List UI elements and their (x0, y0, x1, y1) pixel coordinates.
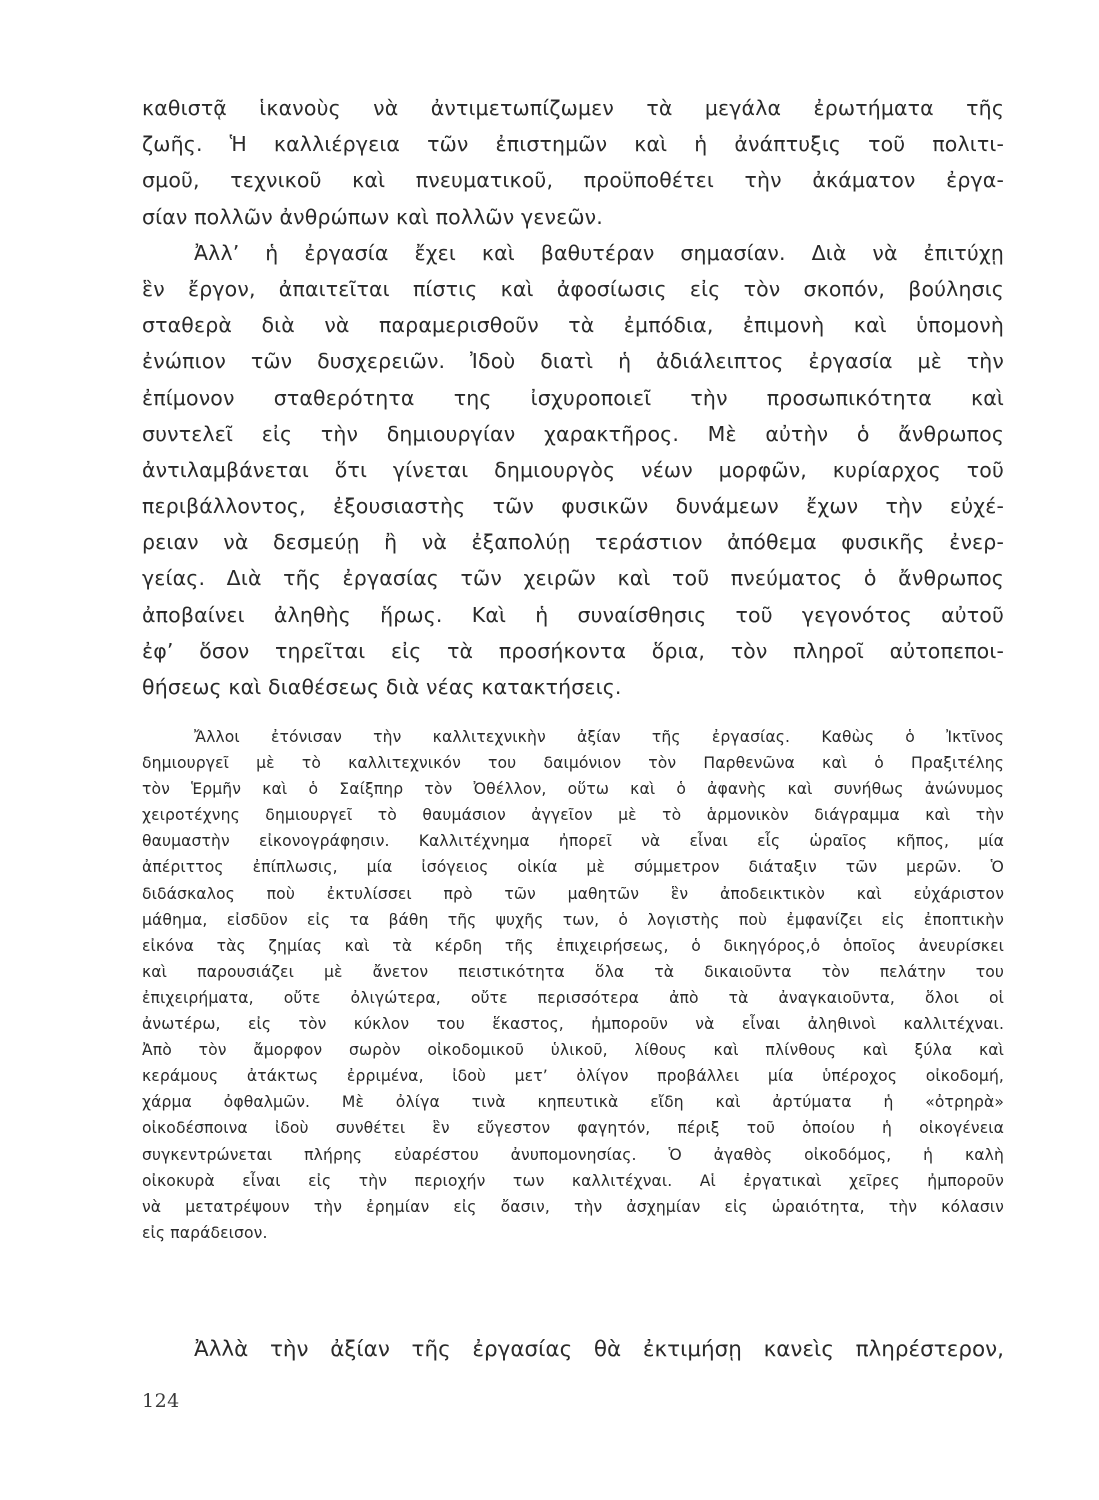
small-text-line: νὰ μετατρέψουν τὴν ἐρημίαν εἰς ὄασιν, τὴν ἀσχημίαν εἰς ὡραιότητα, τὴν κόλασιν (142, 1197, 1004, 1216)
main-text-line: ἐνώπιον τῶν δυσχερειῶν. Ἰδοὺ διατὶ ἡ ἀδιάλειπτος ἐργασία μὲ τὴν (142, 349, 1004, 374)
small-text-line: δημιουργεῖ μὲ τὸ καλλιτεχνικόν του δαιμόνιον τὸν Παρθενῶνα καὶ ὁ Πραξιτέλης (142, 754, 1004, 773)
main-text-line: ἀποβαίνει ἀληθὴς ἥρως. Καὶ ἡ συναίσθησις τοῦ γεγονότος αὐτοῦ (142, 602, 1004, 627)
small-text-line: ἀνωτέρω, εἰς τὸν κύκλον του ἕκαστος, ἠμποροῦν νὰ εἶναι ἀληθινοὶ καλλιτέχναι. (142, 1015, 1004, 1034)
small-text-line: χειροτέχνης δημιουργεῖ τὸ θαυμάσιον ἀγγεῖον μὲ τὸ ἁρμονικὸν διάγραμμα καὶ τὴν (142, 806, 1004, 825)
small-text-line: ἐπιχειρήματα, οὔτε ὀλιγώτερα, οὔτε περισσότερα ἀπὸ τὰ ἀναγκαιοῦντα, ὅλοι οἱ (142, 988, 1004, 1007)
main-text-block (142, 90, 1004, 705)
small-text-line: ἀπέριττος ἐπίπλωσις, μία ἰσόγειος οἰκία μὲ σύμμετρον διάταξιν τῶν μερῶν. Ὁ (142, 858, 1004, 877)
page-number: 124 (142, 1390, 180, 1412)
small-text-block (142, 724, 1004, 1246)
small-text-line: μάθημα, εἰσδῦον εἰς τα βάθη τῆς ψυχῆς των, ὁ λογιστὴς ποὺ ἐμφανίζει εἰς ἐποπτικὴν (142, 910, 1004, 929)
main-text-line: ἐπίμονον σταθερότητα της ἰσχυροποιεῖ τὴν προσωπικότητα καὶ (142, 385, 1004, 410)
small-text-line: τὸν Ἑρμῆν καὶ ὁ Σαίξπηρ τὸν Ὀθέλλον, οὕτω καὶ ὁ ἀφανὴς καὶ συνήθως ἀνώνυμος (142, 780, 1004, 799)
main-text-line: γείας. Διὰ τῆς ἐργασίας τῶν χειρῶν καὶ τοῦ πνεύματος ὁ ἄνθρωπος (142, 566, 1004, 591)
small-text-line: οἰκοδέσποινα ἰδοὺ συνθέτει ἓν εὔγεστον φαγητόν, πέριξ τοῦ ὁποίου ἡ οἰκογένεια (142, 1119, 1004, 1138)
main-text-line: ρειαν νὰ δεσμεύῃ ἢ νὰ ἐξαπολύῃ τεράστιον ἀπόθεμα φυσικῆς ἐνερ- (142, 530, 1004, 555)
main-text-line: ἐφ’ ὅσον τηρεῖται εἰς τὰ προσήκοντα ὅρια, τὸν πληροῖ αὐτοπεποι- (142, 638, 1004, 663)
main-text-line: Ἀλλ’ ἡ ἐργασία ἔχει καὶ βαθυτέραν σημασίαν. Διὰ νὰ ἐπιτύχῃ (194, 240, 1004, 265)
main-text-line: ζωῆς. Ἡ καλλιέργεια τῶν ἐπιστημῶν καὶ ἡ ἀνάπτυξις τοῦ πολιτι- (142, 132, 1004, 157)
small-text-line: κεράμους ἀτάκτως ἐρριμένα, ἰδοὺ μετ’ ὀλίγον προβάλλει μία ὑπέροχος οἰκοδομή, (142, 1067, 1004, 1086)
small-text-line: καὶ παρουσιάζει μὲ ἄνετον πειστικότητα ὅλα τὰ δικαιοῦντα τὸν πελάτην του (142, 962, 1004, 981)
small-text-line: Ἀπὸ τὸν ἄμορφον σωρὸν οἰκοδομικοῦ ὑλικοῦ, λίθους καὶ πλίνθους καὶ ξύλα καὶ (142, 1041, 1004, 1060)
main-text-line: ἓν ἔργον, ἀπαιτεῖται πίστις καὶ ἀφοσίωσις εἰς τὸν σκοπόν, βούλησις (142, 276, 1004, 301)
small-text-line: οἰκοκυρὰ εἶναι εἰς τὴν περιοχήν των καλλιτέχναι. Αἱ ἐργατικαὶ χεῖρες ἠμποροῦν (142, 1171, 1004, 1190)
small-text-line: συγκεντρώνεται πλήρης εὐαρέστου ἀνυπομονησίας. Ὁ ἀγαθὸς οἰκοδόμος, ἡ καλὴ (142, 1145, 1004, 1164)
small-text-line: χάρμα ὀφθαλμῶν. Μὲ ὀλίγα τινὰ κηπευτικὰ εἴδη καὶ ἀρτύματα ἡ «ὀτρηρὰ» (142, 1093, 1004, 1112)
main-text-line: σίαν πολλῶν ἀνθρώπων καὶ πολλῶν γενεῶν. (142, 204, 603, 229)
closing-text-line: Ἀλλὰ τὴν ἀξίαν τῆς ἐργασίας θὰ ἐκτιμήσῃ κανεὶς πληρέστερον, (194, 1337, 1004, 1362)
main-text-line: περιβάλλοντος, ἐξουσιαστὴς τῶν φυσικῶν δυνάμεων ἔχων τὴν εὐχέ- (142, 494, 1004, 519)
small-text-line: εἰς παράδεισον. (142, 1223, 268, 1242)
small-text-line: θαυμαστὴν εἰκονογράφησιν. Καλλιτέχνημα ἠπορεῖ νὰ εἶναι εἷς ὡραῖος κῆπος, μία (142, 832, 1004, 851)
main-text-line: θήσεως καὶ διαθέσεως διὰ νέας κατακτήσεις. (142, 675, 622, 699)
small-text-line: διδάσκαλος ποὺ ἐκτυλίσσει πρὸ τῶν μαθητῶν ἓν ἀποδεικτικὸν καὶ εὐχάριστον (142, 884, 1004, 903)
main-text-line: ἀντιλαμβάνεται ὅτι γίνεται δημιουργὸς νέων μορφῶν, κυρίαρχος τοῦ (142, 457, 1004, 482)
main-text-line: συντελεῖ εἰς τὴν δημιουργίαν χαρακτῆρος. Μὲ αὐτὴν ὁ ἄνθρωπος (142, 421, 1004, 446)
main-text-line: καθιστᾷ ἱκανοὺς νὰ ἀντιμετωπίζωμεν τὰ μεγάλα ἐρωτήματα τῆς (142, 96, 1004, 120)
main-text-line: σμοῦ, τεχνικοῦ καὶ πνευματικοῦ, προϋποθέτει τὴν ἀκάματον ἐργα- (142, 168, 1004, 193)
small-text-line: Ἄλλοι ἐτόνισαν τὴν καλλιτεχνικὴν ἀξίαν τῆς ἐργασίας. Καθὼς ὁ Ἰκτῖνος (194, 728, 1004, 746)
main-text-line: σταθερὰ διὰ νὰ παραμερισθοῦν τὰ ἐμπόδια, ἐπιμονὴ καὶ ὑπομονὴ (142, 313, 1004, 338)
small-text-line: εἰκόνα τὰς ζημίας καὶ τὰ κέρδη τῆς ἐπιχειρήσεως, ὁ δικηγόρος,ὁ ὁποῖος ἀνευρίσκει (142, 936, 1004, 955)
